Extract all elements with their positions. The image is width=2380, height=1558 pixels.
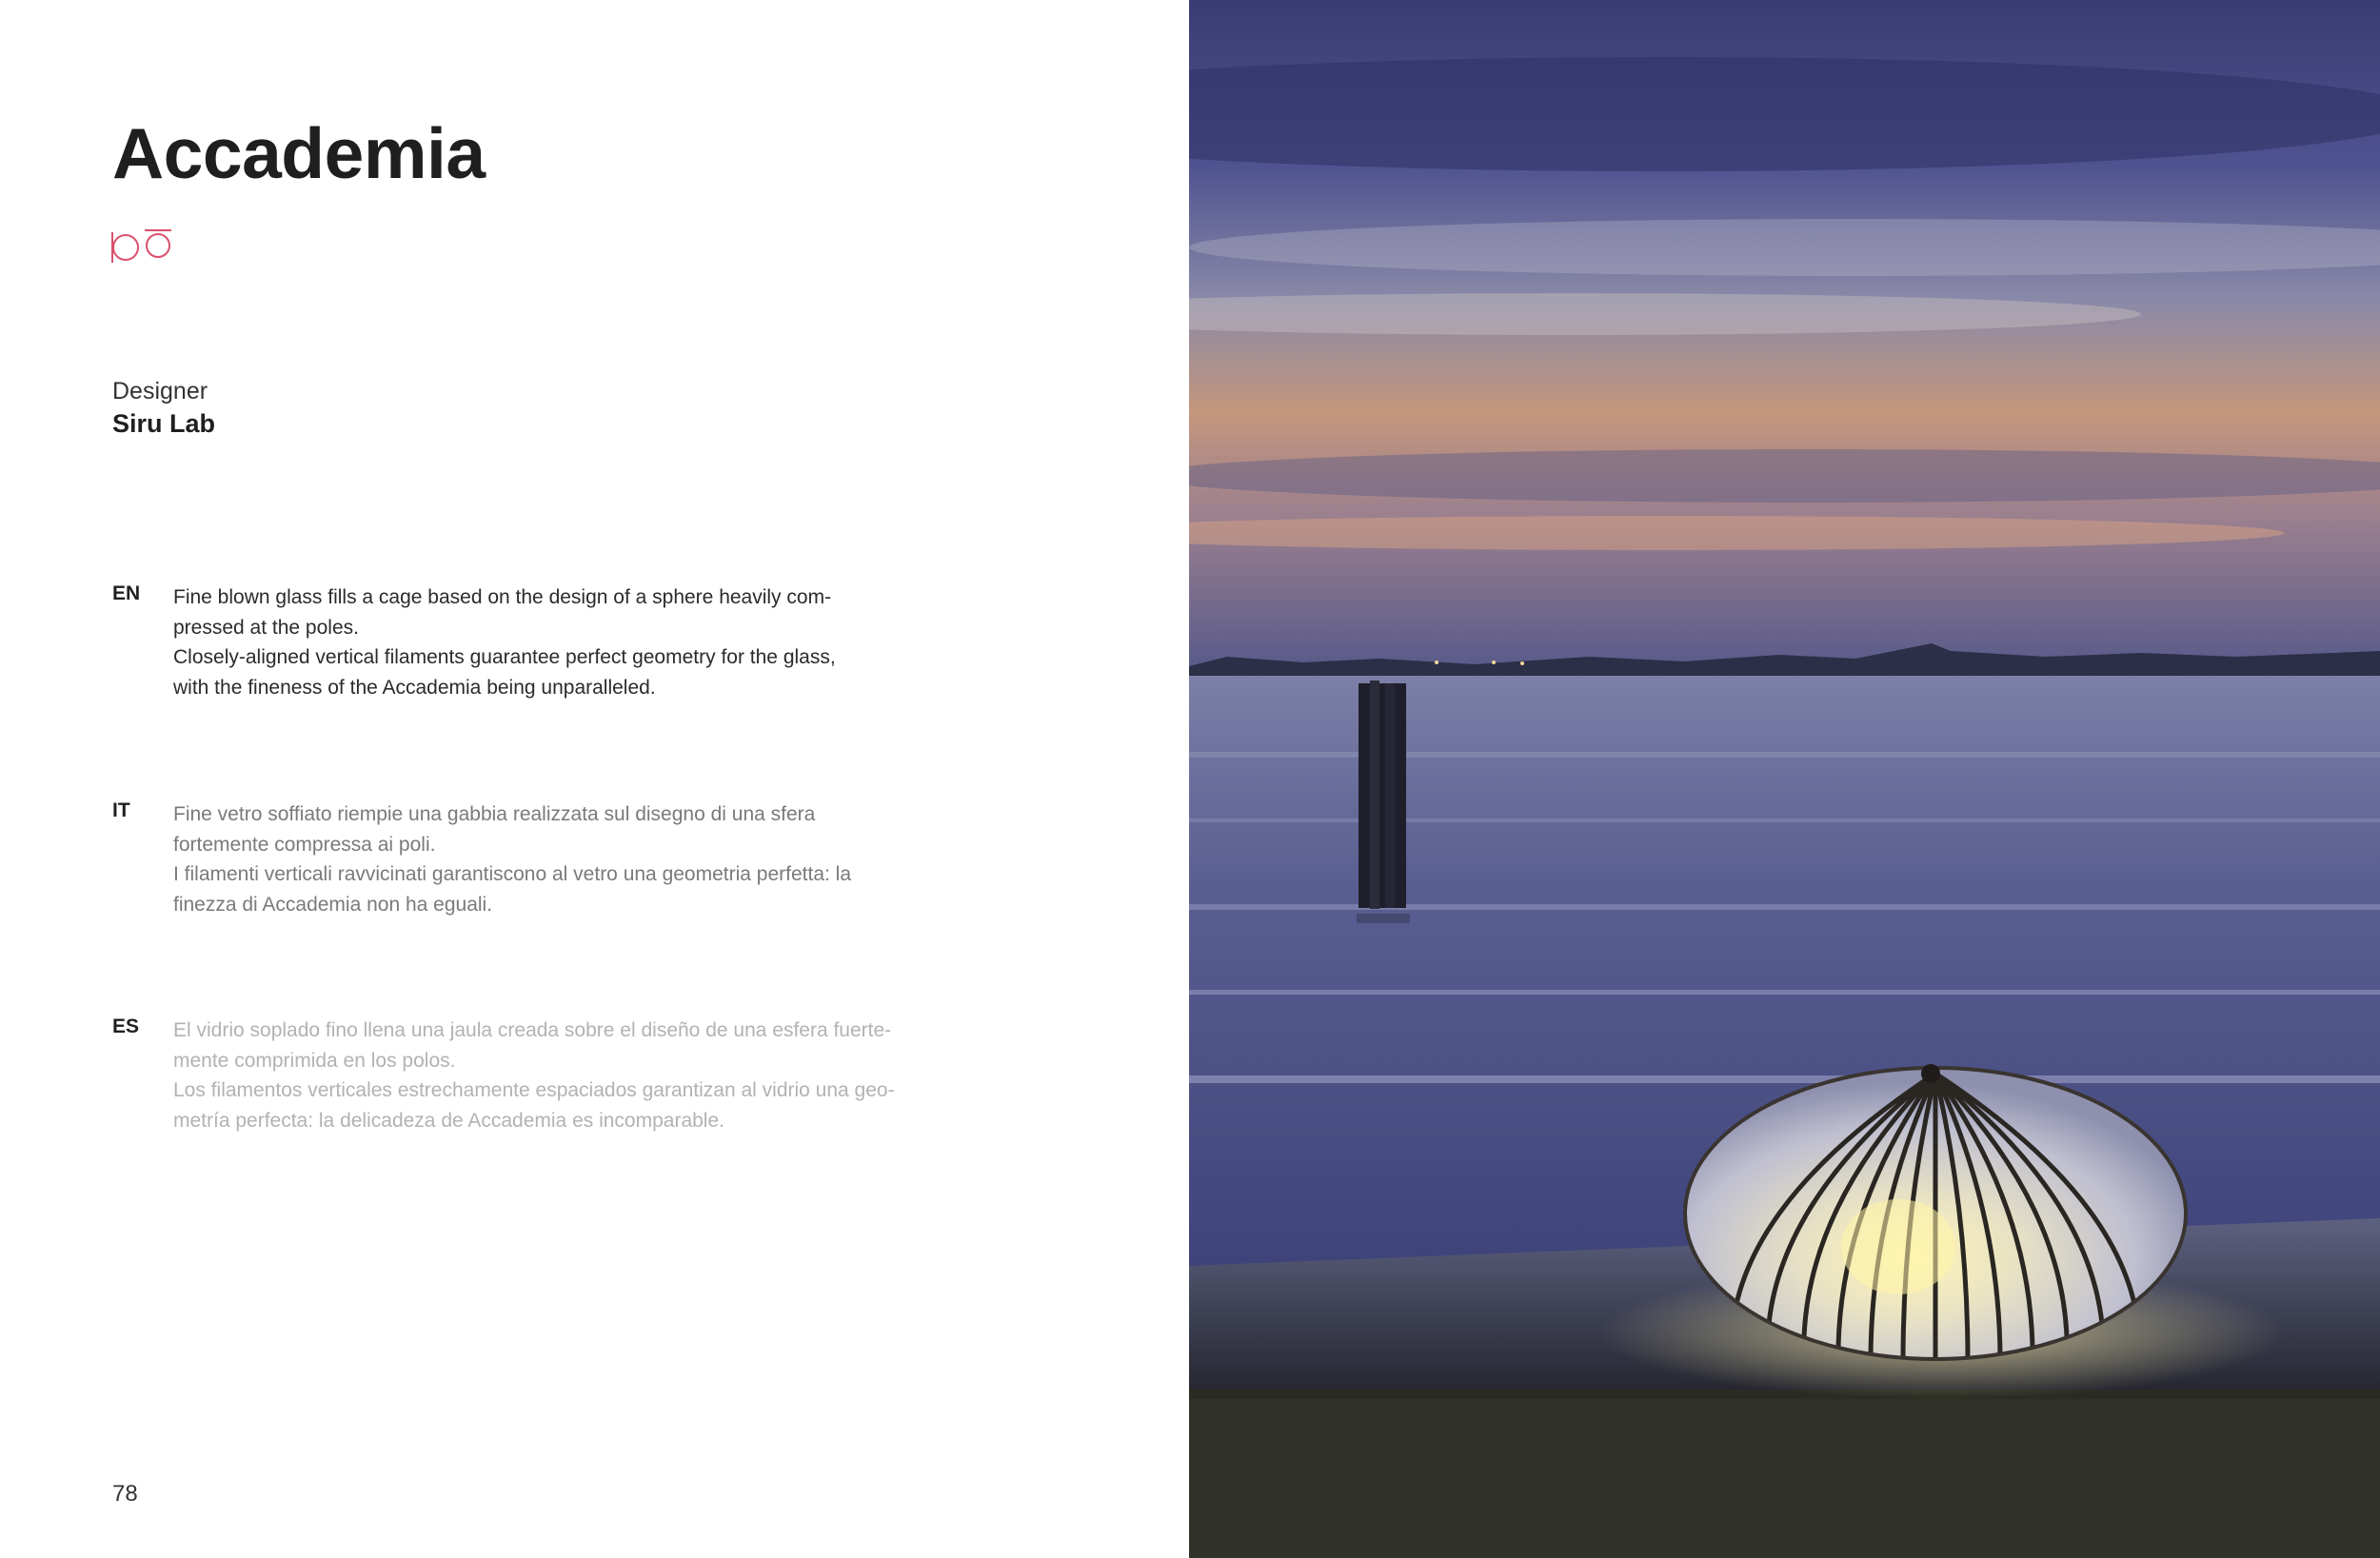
product-photo (1189, 0, 2380, 1558)
language-code-es: ES (112, 1016, 140, 1037)
page-number: 78 (112, 1481, 138, 1507)
language-code-it: IT (112, 799, 130, 821)
description-line: pressed at the poles. (173, 616, 359, 639)
description-line: with the fineness of the Accademia being unparalleled. (173, 676, 656, 699)
description-line: fortemente compressa ai poli. (173, 833, 436, 856)
description-line: mente comprimida en los polos. (173, 1049, 456, 1072)
language-code-en: EN (112, 582, 141, 604)
description-text-es (173, 1016, 906, 1135)
po-logo-icon (110, 225, 177, 266)
description-line: metría perfecta: la delicadeza de Accademia es incomparable. (173, 1109, 724, 1132)
description-line: Los filamentos verticales estrechamente espaciados garantizan al vidrio una geo- (173, 1079, 895, 1101)
designer-label: Designer (112, 378, 208, 404)
description-line: I filamenti verticali ravvicinati garantiscono al vetro una geometria perfetta: la (173, 863, 852, 885)
description-line: Closely-aligned vertical filaments guarantee perfect geometry for the glass, (173, 646, 836, 668)
description-line: Fine blown glass fills a cage based on the design of a sphere heavily com- (173, 586, 832, 608)
designer-name: Siru Lab (112, 409, 216, 438)
description-line: El vidrio soplado fino llena una jaula creada sobre el diseño de una esfera fuerte- (173, 1019, 892, 1041)
description-text-it (173, 799, 906, 919)
left-page (0, 0, 1189, 1558)
description-text-en (173, 582, 906, 702)
product-title: Accademia (112, 113, 486, 193)
description-line: Fine vetro soffiato riempie una gabbia realizzata sul disegno di una sfera (173, 803, 816, 825)
lagoon-lamp-photo (1189, 0, 2380, 1558)
description-line: finezza di Accademia non ha eguali. (173, 893, 493, 916)
